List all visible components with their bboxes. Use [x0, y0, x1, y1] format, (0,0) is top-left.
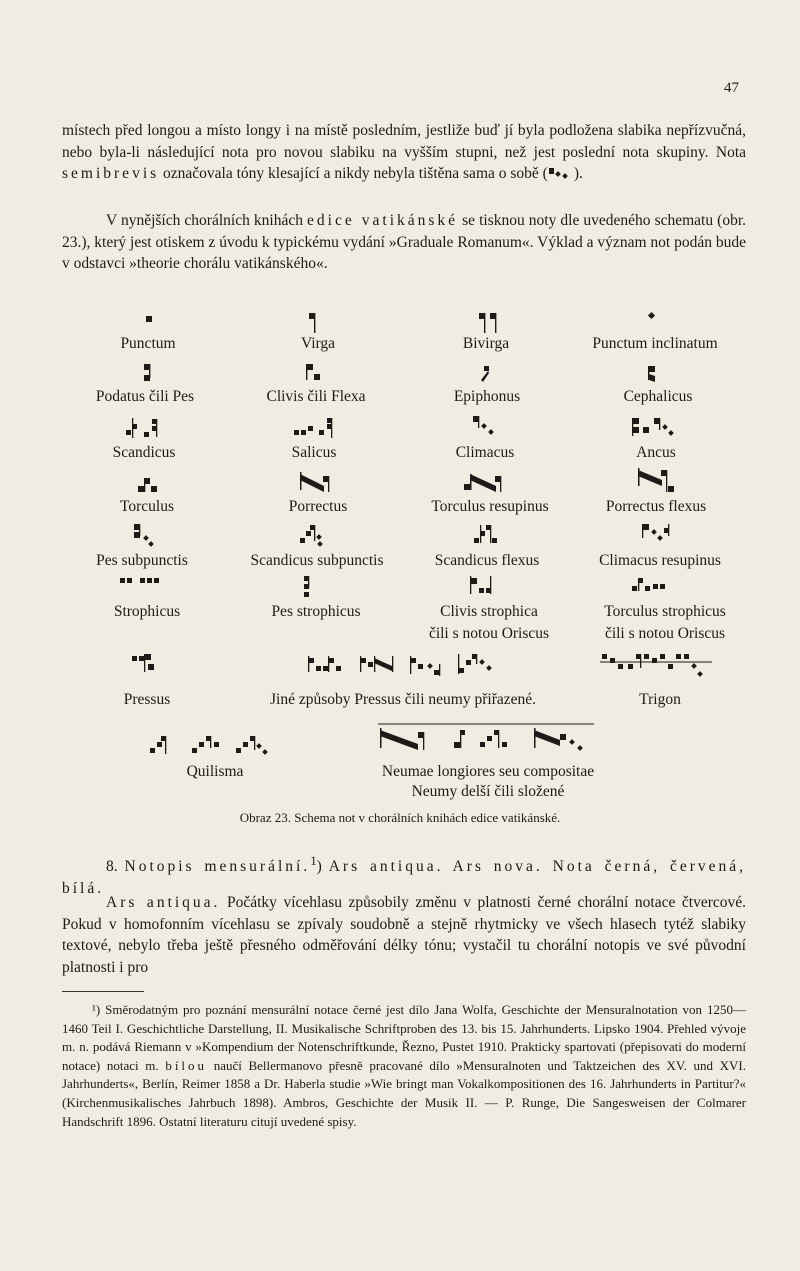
label-porrectus-flexus: Porrectus flexus [605, 498, 707, 515]
pes-strophicus-neume-icon [302, 572, 324, 600]
climacus-resupinus-neume-icon [640, 522, 674, 548]
scandicus-flexus-neume-icon [472, 522, 502, 550]
figure-caption: Obraz 23. Schema not v chorálních knihách edice vatikánské. [239, 810, 561, 825]
label-scandicus-subpunctis: Scandicus subpunctis [250, 552, 384, 569]
cephalicus-neume-icon [646, 362, 660, 384]
porrectus-flexus-neume-icon [636, 466, 676, 496]
label-trigon: Trigon [639, 691, 681, 708]
footnote: ¹) Směrodatným pro poznání mensurální notace černé jest dílo Jana Wolfa, Geschichte der Mensuralnotation von 1250—1460 Teil I. Geschichtliche Darstellung, II. Musikalische Schriftproben des 13. bis 15. Jahrhunderts. Lipsko 1904. Přehled vývoje m. n. podává Riemann v »Kompendium der Notenschriftkunde, Řezno, Pustet 1910. Prakticky spartovati (přepisovati do moderní notace) notaci m. bílou naučí Bellermanovo přesně pracované dílo »Mensuralnoten und Taktzeichen des XV. und XVI. Jahrhunderts«, Berlín, Reimer 1858 a Dr. Haberla studie »Wie bringt man Vokalkompositionen des 16. Jahrhunderts in Partitur?« (Kirchenmusikalisches Jahrbuch 1898). Ambros, Geschichte der Musik II. — P. Runge, Die Sangesweisen der Colmarer Handschrift 1896. Ostatní literaturu citují uvedené spisy. [62, 1002, 746, 1129]
label-quilisma: Quilisma [186, 763, 244, 780]
epiphonus-neume-icon [478, 364, 492, 384]
bivirga-neume-icon [476, 310, 502, 336]
label-scandicus: Scandicus [112, 444, 176, 461]
porrectus-neume-icon [298, 470, 334, 496]
ars-antiqua-paragraph: Ars antiqua. Počátky vícehlasu způsobily změnu v platnosti černé chorální notace čtvercové. Pokud v homofonním vícehlasu se zpívaly soudobně a stejně rhytmicky ve všech hlasech tytéž slabiky textové, nebylo třeba ještě přesného odměřování délky tónu; vystačil tu chorální notopis ve své původní platnosti i pro [62, 894, 746, 976]
punctum-neume-icon [144, 314, 154, 324]
torculus-strophicus-neume-icon [630, 574, 670, 596]
pressus-neume-icon [130, 652, 164, 674]
pressus-variant-1-icon [306, 654, 346, 676]
label-salicus: Salicus [291, 444, 337, 461]
label-scandicus-flexus: Scandicus flexus [434, 552, 540, 569]
label-porrectus: Porrectus [288, 498, 348, 515]
torculus-resupinus-neume-icon [462, 470, 506, 496]
climacus-neume-icon [470, 414, 498, 440]
salicus-neume-icon [292, 416, 336, 442]
scandicus-subpunctis-neume-icon [298, 522, 326, 550]
clivis-neume-icon [304, 362, 324, 384]
intro-paragraph-1: místech před longou a místo longy i na místě posledním, jestliže buď jí byla podložena slabika nepřízvučná, nebo byla-li následující nota pro novou slabiku na vyšším stupni, než jest poslední nota skupiny. Nota semibrevis označovala tóny klesající a nikdy nebyla tištěna sama o sobě ( ). [62, 122, 746, 182]
pressus-variant-2-icon [358, 654, 398, 676]
intro-paragraph-2: V nynějších chorálních knihách edice vatikánské se tisknou noty dle uvedeného schematu (obr. 23.), který jest otiskem z úvodu k typickému vydání »Graduale Romanum«. Výklad a význam not podán bude v odstavci »theorie chorálu vatikánského«. [62, 212, 747, 272]
label-torculus: Torculus [119, 498, 175, 515]
pressus-variant-4-icon [456, 652, 500, 678]
punctum-inclinatum-neume-icon [646, 310, 658, 322]
label-pes-subpunctis: Pes subpunctis [96, 552, 188, 569]
label-pressus: Pressus [123, 691, 171, 708]
label-cephalicus: Cephalicus [623, 388, 693, 405]
label-climacus-resupinus: Climacus resupinus [599, 552, 721, 569]
label-climacus: Climacus [455, 444, 515, 461]
label-clivis-strophica-line2: čili s notou Oriscus [428, 625, 550, 642]
label-epiphonus: Epiphonus [453, 388, 521, 405]
label-neumae-longiores: Neumae longiores seu compositae [381, 763, 595, 780]
label-pes-strophicus: Pes strophicus [271, 603, 361, 620]
label-punctum-inclinatum: Punctum inclinatum [592, 335, 718, 352]
virga-neume-icon [306, 310, 320, 336]
label-bivirga: Bivirga [462, 335, 510, 352]
label-virga: Virga [300, 335, 336, 352]
label-punctum: Punctum [120, 335, 176, 352]
label-ancus: Ancus [636, 444, 676, 461]
scandicus-neume-icon [124, 416, 164, 442]
page-number: 47 [724, 80, 739, 96]
label-strophicus: Strophicus [113, 603, 181, 620]
label-podatus: Podatus čili Pes [95, 388, 195, 405]
pressus-variant-3-icon [408, 654, 448, 678]
podatus-neume-icon [142, 362, 154, 384]
footnote-rule [62, 991, 144, 992]
label-neumy-delsi: Neumy delší čili složené [411, 783, 565, 800]
ancus-neume-icon [630, 414, 676, 440]
strophicus-neume-icon [118, 574, 182, 588]
pes-subpunctis-neume-icon [132, 522, 156, 550]
label-torculus-strophicus-line2: čili s notou Oriscus [604, 625, 726, 642]
clivis-strophica-neume-icon [468, 574, 498, 602]
torculus-neume-icon [136, 474, 160, 496]
label-clivis-strophica: Clivis strophica [440, 603, 538, 620]
section-heading: 8. Notopis mensurální.$^1$) Ars antiqua. Ars nova. Nota černá, červená, bílá. [62, 853, 746, 897]
label-torculus-resupinus: Torculus resupinus [431, 498, 549, 515]
semibrevis-neume-icon [548, 166, 574, 180]
trigon-neume-icon [598, 650, 714, 680]
neumae-longiores-icon [374, 720, 598, 762]
label-jine-zpusoby: Jiné způsoby Pressus čili neumy přiřazené. [269, 691, 537, 708]
label-torculus-strophicus: Torculus strophicus [604, 603, 726, 620]
label-clivis: Clivis čili Flexa [266, 388, 366, 405]
quilisma-neume-icon [148, 732, 272, 760]
